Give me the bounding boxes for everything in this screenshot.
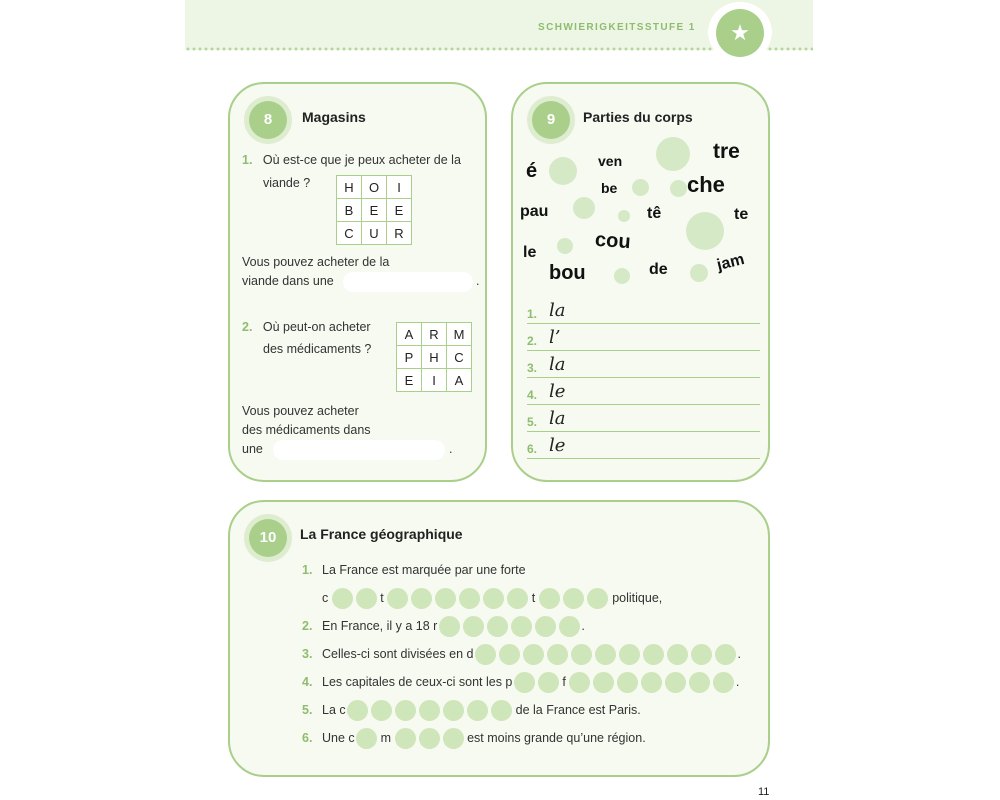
grid-cell: A: [397, 323, 422, 346]
question-text: Une c: [322, 731, 355, 745]
decor-bubble: [557, 238, 573, 254]
letter-blank[interactable]: [511, 616, 532, 637]
letter-blank[interactable]: [419, 700, 440, 721]
question-text: Celles-ci sont divisées en d: [322, 647, 474, 661]
letter-blank[interactable]: [395, 728, 416, 749]
exercise-title: Magasins: [302, 109, 366, 125]
grid-cell: H: [337, 176, 362, 199]
letter-blank[interactable]: [435, 588, 456, 609]
letter-blank[interactable]: [593, 672, 614, 693]
letter-blank[interactable]: [443, 700, 464, 721]
question-text: Les capitales de ceux-ci sont les p: [322, 675, 513, 689]
question-text-end: .: [737, 647, 741, 661]
syllable: le: [523, 244, 537, 261]
answer-prompt-line2: des médicaments dans: [242, 423, 371, 437]
letter-blank[interactable]: [667, 644, 688, 665]
letter-blank[interactable]: [715, 644, 736, 665]
grid-cell: C: [447, 346, 472, 369]
letter-blank[interactable]: [487, 616, 508, 637]
decor-bubble: [573, 197, 595, 219]
letter-blank[interactable]: [514, 672, 535, 693]
letter-blank[interactable]: [467, 700, 488, 721]
grid-cell: R: [422, 323, 447, 346]
grid-cell: I: [422, 369, 447, 392]
question-text-end: de la France est Paris.: [515, 703, 641, 717]
question-text: Où peut-on acheter: [262, 320, 371, 334]
letter-blank[interactable]: [459, 588, 480, 609]
given-letter: t: [531, 591, 536, 605]
exercise-number-ring: [527, 96, 575, 144]
question-4: [302, 670, 739, 694]
question-text: Où est-ce que je peux acheter de la: [262, 153, 461, 167]
letter-blank[interactable]: [499, 644, 520, 665]
question-text-line2: des médicaments ?: [263, 342, 372, 356]
syllable: tre: [713, 140, 740, 163]
line-number: 6.: [527, 442, 538, 456]
exercise-title: Parties du corps: [583, 109, 693, 125]
question-number: 1.: [302, 563, 313, 577]
question-3: [302, 642, 741, 666]
line-number: 1.: [527, 307, 538, 321]
answer-line[interactable]: [527, 432, 760, 459]
letter-blank[interactable]: [535, 616, 556, 637]
letter-blank[interactable]: [617, 672, 638, 693]
letter-blank[interactable]: [411, 588, 432, 609]
letter-blank[interactable]: [559, 616, 580, 637]
letter-blank[interactable]: [356, 588, 377, 609]
syllable: che: [687, 172, 725, 197]
exercise-title: La France géographique: [300, 526, 463, 542]
answer-field-2[interactable]: [273, 440, 445, 460]
exercise-8-card: [228, 82, 487, 482]
letter-blank[interactable]: [443, 728, 464, 749]
letter-blank[interactable]: [332, 588, 353, 609]
given-letter: f: [562, 675, 566, 689]
question-number: 4.: [302, 675, 313, 689]
letter-blank[interactable]: [395, 700, 416, 721]
line-article: le: [549, 435, 566, 456]
question-text-line2: viande ?: [263, 176, 311, 190]
question-6: [302, 726, 646, 750]
grid-cell: I: [387, 176, 412, 199]
letter-blank[interactable]: [539, 588, 560, 609]
letter-blank[interactable]: [563, 588, 584, 609]
letter-blank[interactable]: [619, 644, 640, 665]
letter-blank[interactable]: [419, 728, 440, 749]
question-text-end: est moins grande qu’une région.: [467, 731, 646, 745]
letter-blank[interactable]: [547, 644, 568, 665]
letter-blank[interactable]: [475, 644, 496, 665]
question-number: 2.: [302, 619, 313, 633]
answer-line[interactable]: [527, 405, 760, 432]
question-number: 2.: [242, 320, 253, 334]
decor-bubble: [618, 210, 630, 222]
answer-field-1[interactable]: [343, 272, 473, 292]
exercise-number-ring: [244, 96, 292, 144]
letter-blank[interactable]: [523, 644, 544, 665]
letter-blank[interactable]: [439, 616, 460, 637]
answer-line[interactable]: [527, 378, 760, 405]
line-number: 4.: [527, 388, 538, 402]
grid-cell: P: [397, 346, 422, 369]
question-1-blanks: [320, 586, 662, 610]
letter-grid-2: [396, 322, 472, 392]
letter-blank[interactable]: [689, 672, 710, 693]
grid-cell: H: [422, 346, 447, 369]
letter-blank[interactable]: [641, 672, 662, 693]
star-icon: ★: [716, 9, 764, 57]
answer-period: .: [476, 274, 480, 288]
grid-cell: B: [337, 199, 362, 222]
letter-blank[interactable]: [713, 672, 734, 693]
syllable: jam: [715, 250, 747, 275]
line-number: 5.: [527, 415, 538, 429]
letter-blank[interactable]: [538, 672, 559, 693]
exercise-10-card: [228, 500, 770, 777]
letter-blank[interactable]: [691, 644, 712, 665]
answer-prompt-line1: Vous pouvez acheter de la: [242, 255, 390, 269]
grid-cell: E: [387, 199, 412, 222]
syllable: ven: [598, 153, 623, 169]
answer-line[interactable]: [527, 324, 760, 351]
grid-cell: R: [387, 222, 412, 245]
line-number: 2.: [527, 334, 538, 348]
given-letter: m: [380, 731, 392, 745]
line-article: la: [549, 408, 566, 429]
letter-blank[interactable]: [347, 700, 368, 721]
decor-bubble: [614, 268, 630, 284]
exercise-number: 10: [249, 519, 287, 557]
question-text: La c: [322, 703, 346, 717]
decor-bubble: [690, 264, 708, 282]
decor-bubble: [686, 212, 724, 250]
syllable: te: [734, 206, 749, 223]
question-text-end: .: [581, 619, 585, 633]
grid-cell: E: [362, 199, 387, 222]
answer-prompt-line1: Vous pouvez acheter: [242, 404, 359, 418]
letter-blank[interactable]: [569, 672, 590, 693]
exercise-number-ring: [244, 514, 292, 562]
line-article: la: [549, 300, 566, 321]
letter-blank[interactable]: [387, 588, 408, 609]
line-article: le: [549, 381, 566, 402]
grid-cell: O: [362, 176, 387, 199]
letter-grid-1: [336, 175, 412, 245]
question-number: 6.: [302, 731, 313, 745]
answer-prompt-line2: viande dans une: [242, 274, 334, 288]
decor-bubble: [632, 179, 649, 196]
letter-blank[interactable]: [371, 700, 392, 721]
question-text: En France, il y a 18 r: [322, 619, 438, 633]
question-5: [302, 698, 641, 722]
decor-bubble: [670, 180, 687, 197]
letter-blank[interactable]: [587, 588, 608, 609]
line-article: la: [549, 354, 566, 375]
question-number: 3.: [302, 647, 313, 661]
question-number: 5.: [302, 703, 313, 717]
question-1: [242, 150, 461, 170]
answer-prompt-line3: une: [242, 442, 263, 456]
grid-cell: E: [397, 369, 422, 392]
grid-cell: U: [362, 222, 387, 245]
letter-blank[interactable]: [463, 616, 484, 637]
letter-blank[interactable]: [571, 644, 592, 665]
letter-blank[interactable]: [507, 588, 528, 609]
exercise-number: 8: [249, 101, 287, 139]
letter-blank[interactable]: [356, 728, 377, 749]
line-article: l’: [549, 327, 561, 348]
syllable: be: [601, 180, 618, 196]
question-text-end: .: [735, 675, 740, 689]
letter-blank[interactable]: [483, 588, 504, 609]
line-number: 3.: [527, 361, 538, 375]
syllable: cou: [594, 228, 632, 254]
syllable: bou: [549, 262, 586, 284]
question-text: La France est marquée par une forte: [322, 563, 526, 577]
syllable: pau: [520, 203, 549, 220]
question-text-end: politique,: [612, 591, 663, 605]
syllable: é: [526, 160, 538, 182]
answer-line[interactable]: [527, 351, 760, 378]
answer-period: .: [449, 442, 453, 456]
decor-bubble: [549, 157, 577, 185]
grid-cell: M: [447, 323, 472, 346]
question-2: [242, 317, 371, 337]
question-number: 1.: [242, 153, 253, 167]
exercise-number: 9: [532, 101, 570, 139]
decor-bubble: [656, 137, 690, 171]
given-letter: t: [380, 591, 384, 605]
syllable: de: [649, 261, 668, 278]
letter-blank[interactable]: [643, 644, 664, 665]
answer-line[interactable]: [527, 297, 760, 324]
syllable: tê: [647, 205, 662, 222]
letter-blank[interactable]: [665, 672, 686, 693]
given-letter: c: [322, 591, 329, 605]
grid-cell: C: [337, 222, 362, 245]
question-2: [302, 614, 585, 638]
letter-blank[interactable]: [491, 700, 512, 721]
grid-cell: A: [447, 369, 472, 392]
difficulty-label: SCHWIERIGKEITSSTUFE 1: [538, 22, 696, 33]
letter-blank[interactable]: [595, 644, 616, 665]
page-number: 11: [758, 786, 770, 798]
exercise-9-card: [511, 82, 770, 482]
question-1: [302, 558, 526, 582]
